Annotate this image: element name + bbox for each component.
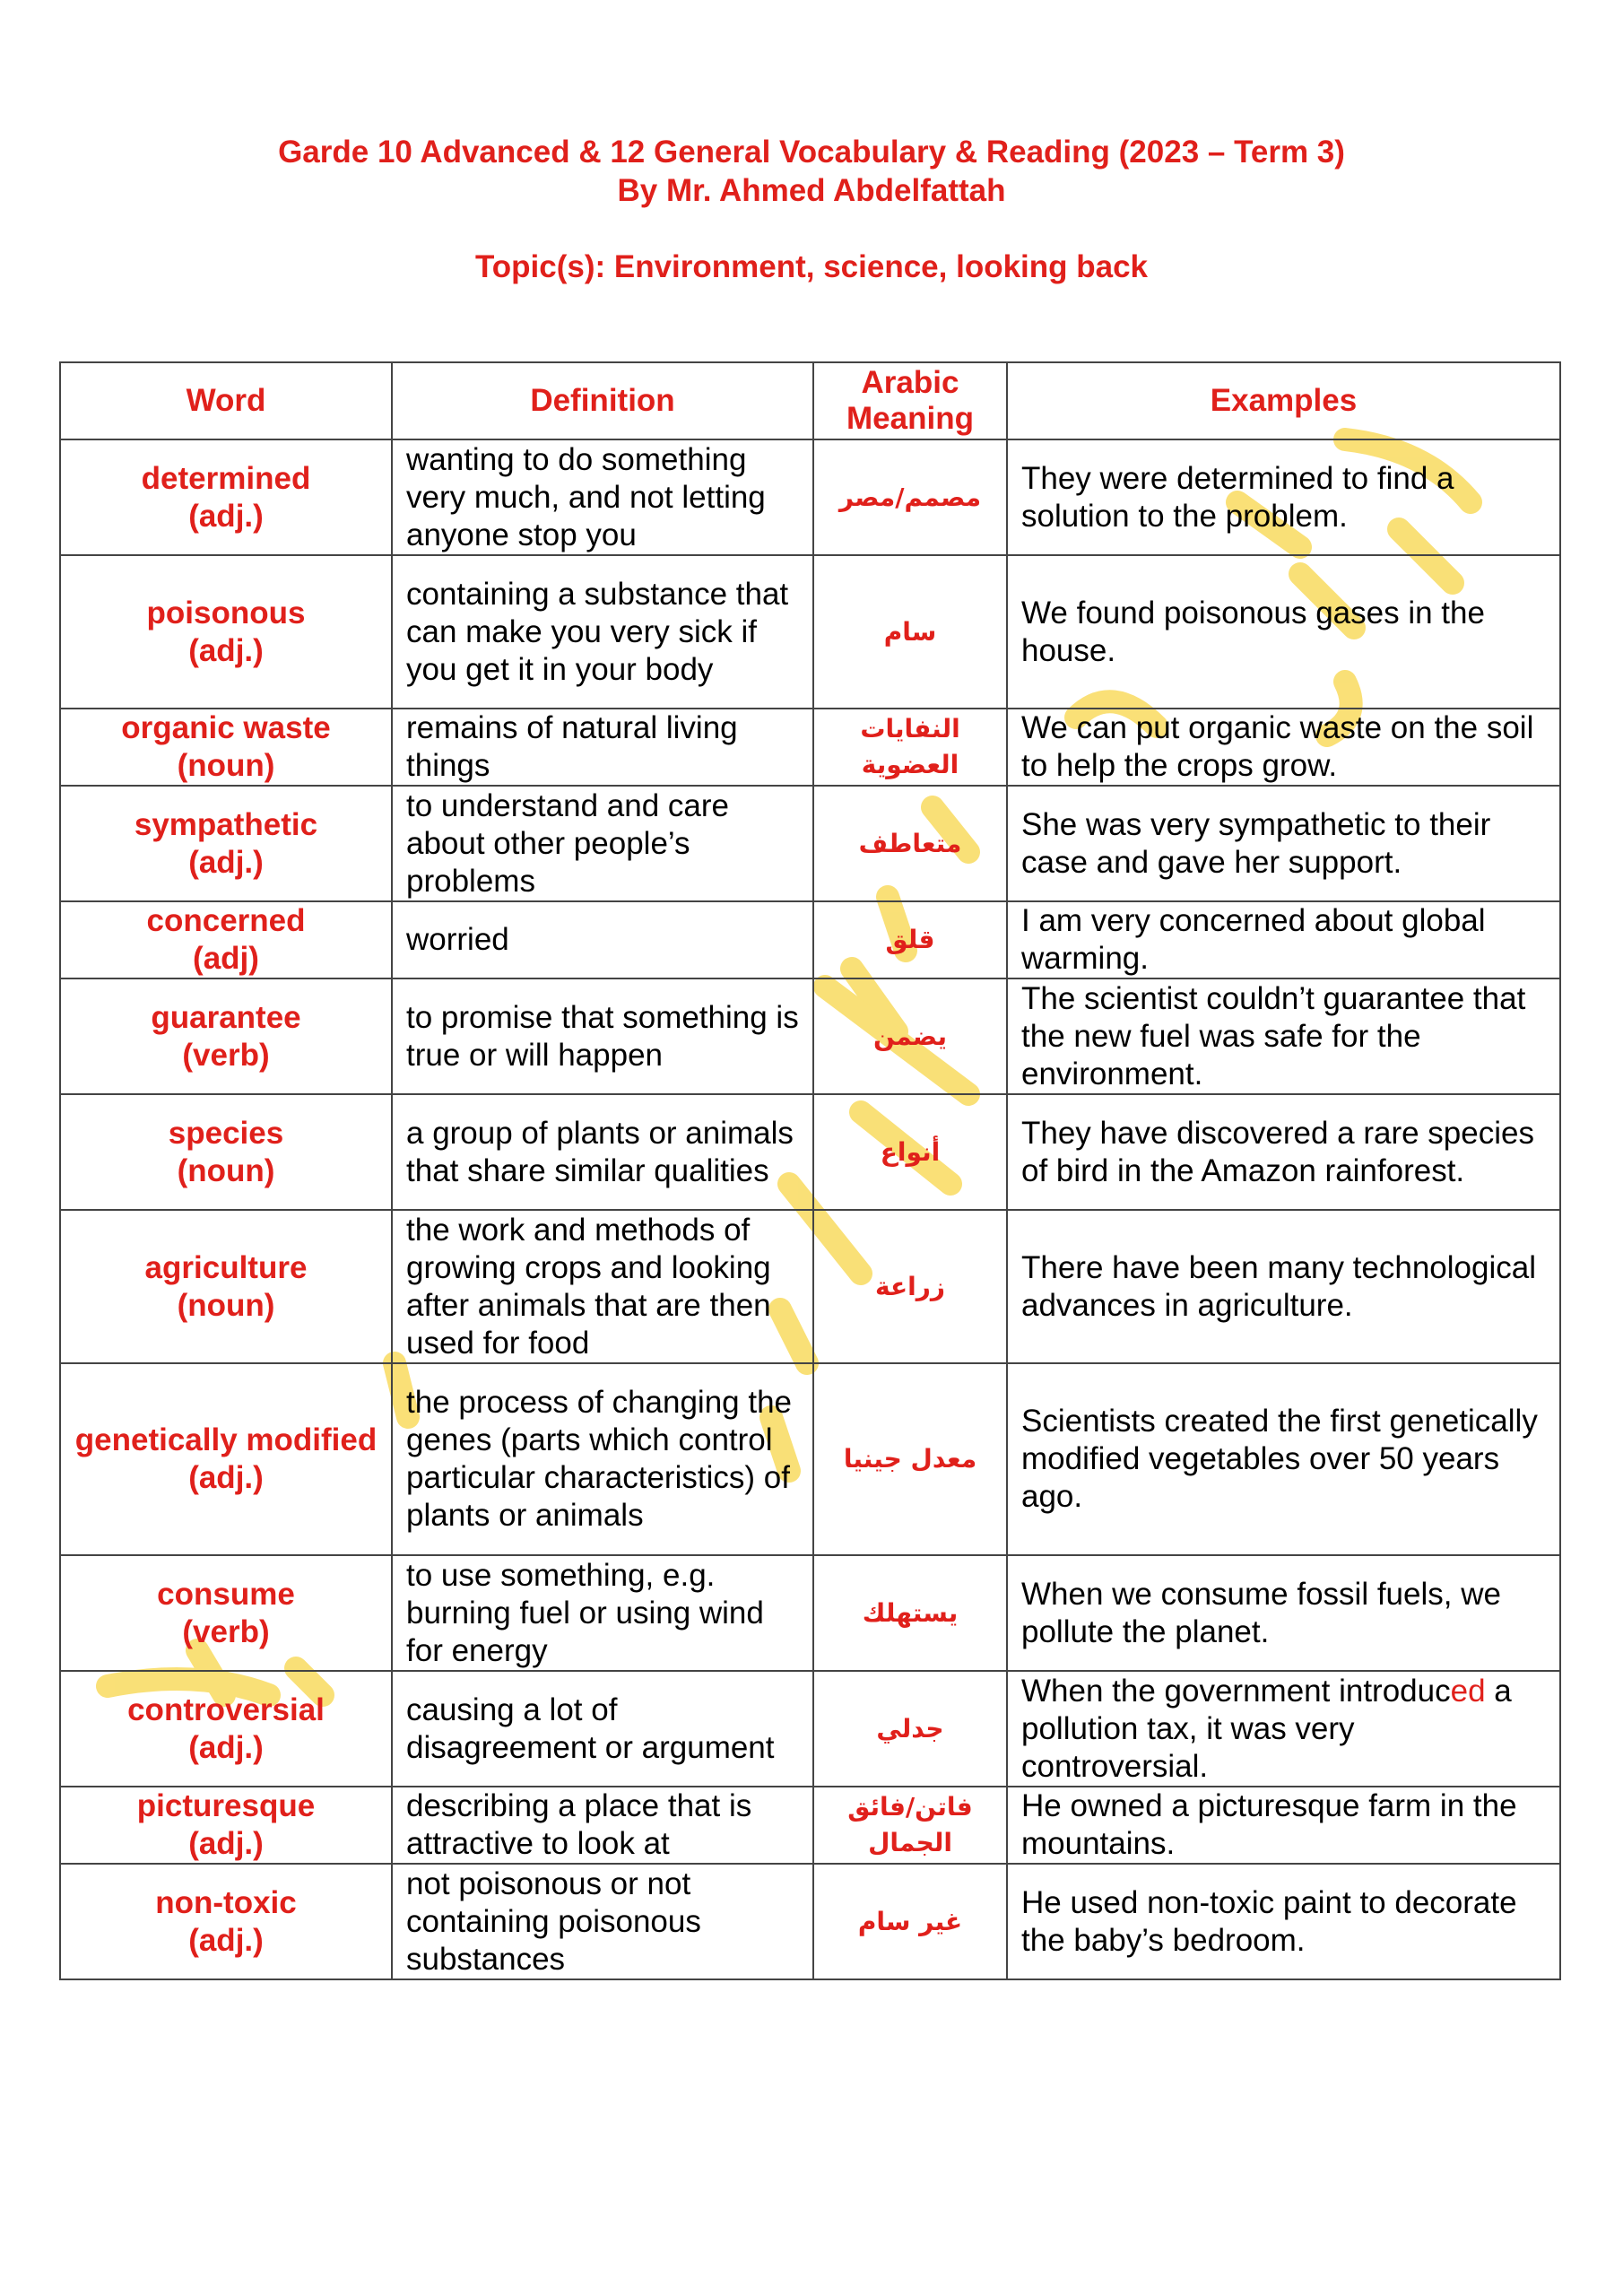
example-cell: When we consume fossil fuels, we pollute the planet. <box>1007 1555 1560 1671</box>
example-cell: He used non-toxic paint to decorate the baby’s bedroom. <box>1007 1864 1560 1979</box>
word-text: controversial <box>127 1692 325 1727</box>
table-row <box>60 1864 1560 1979</box>
word-text: sympathetic <box>134 806 318 842</box>
part-of-speech: (adj.) <box>188 1922 264 1958</box>
definition-cell: to promise that something is true or will happen <box>392 978 813 1094</box>
example-cell: We found poisonous gases in the house. <box>1007 555 1560 709</box>
word-cell <box>60 439 392 555</box>
part-of-speech: (adj.) <box>188 498 264 534</box>
word-cell <box>60 1094 392 1210</box>
example-cell: She was very sympathetic to their case and gave her support. <box>1007 786 1560 901</box>
example-cell: I am very concerned about global warming. <box>1007 901 1560 978</box>
column-header-definition: Definition <box>392 362 813 439</box>
arabic-meaning-cell: يستهلك <box>813 1555 1007 1671</box>
table-row <box>60 1094 1560 1210</box>
example-cell: They have discovered a rare species of bird in the Amazon rainforest. <box>1007 1094 1560 1210</box>
column-header-examples: Examples <box>1007 362 1560 439</box>
arabic-meaning-cell: سام <box>813 555 1007 709</box>
table-header-row <box>60 362 1560 439</box>
definition-cell: describing a place that is attractive to look at <box>392 1787 813 1864</box>
arabic-meaning-cell: مصمم/مصر <box>813 439 1007 555</box>
part-of-speech: (adj.) <box>188 632 264 668</box>
arabic-meaning-cell: معدل جينيا <box>813 1363 1007 1555</box>
document-author: By Mr. Ahmed Abdelfattah <box>617 173 1006 208</box>
arabic-meaning-cell: متعاطف <box>813 786 1007 901</box>
table-row <box>60 709 1560 786</box>
word-cell <box>60 1864 392 1979</box>
document-title: Garde 10 Advanced & 12 General Vocabulary & Reading (2023 – Term 3) <box>278 135 1345 170</box>
arabic-meaning-cell: غير سام <box>813 1864 1007 1979</box>
part-of-speech: (adj.) <box>188 1826 264 1861</box>
part-of-speech: (noun) <box>177 1152 275 1188</box>
part-of-speech: (noun) <box>177 1287 275 1323</box>
example-cell: There have been many technological advances in agriculture. <box>1007 1210 1560 1363</box>
table-row <box>60 901 1560 978</box>
word-cell <box>60 1363 392 1555</box>
word-cell <box>60 901 392 978</box>
word-text: poisonous <box>146 595 306 631</box>
table-row <box>60 1787 1560 1864</box>
table-row <box>60 439 1560 555</box>
column-header-arabic-meaning: Arabic Meaning <box>813 362 1007 439</box>
part-of-speech: (adj.) <box>188 1460 264 1495</box>
part-of-speech: (noun) <box>177 748 275 783</box>
word-text: agriculture <box>144 1249 308 1285</box>
part-of-speech: (verb) <box>182 1613 270 1649</box>
word-text: genetically modified <box>74 1422 378 1457</box>
definition-cell: remains of natural living things <box>392 709 813 786</box>
part-of-speech: (adj.) <box>188 844 264 880</box>
arabic-meaning-cell: قلق <box>813 901 1007 978</box>
word-text: non-toxic <box>155 1884 297 1920</box>
arabic-meaning-cell: النفايات العضوية <box>813 709 1007 786</box>
example-text-highlight: ed <box>1450 1673 1486 1709</box>
arabic-meaning-cell: زراعة <box>813 1210 1007 1363</box>
example-cell: The scientist couldn’t guarantee that the new fuel was safe for the environment. <box>1007 978 1560 1094</box>
word-text: concerned <box>146 903 306 938</box>
arabic-meaning-cell: جدلي <box>813 1671 1007 1787</box>
definition-cell: wanting to do something very much, and not letting anyone stop you <box>392 439 813 555</box>
definition-cell: a group of plants or animals that share similar qualities <box>392 1094 813 1210</box>
column-header-word: Word <box>60 362 392 439</box>
word-cell <box>60 786 392 901</box>
arabic-meaning-cell: فاتن/فائق الجمال <box>813 1787 1007 1864</box>
table-row <box>60 786 1560 901</box>
word-text: determined <box>141 460 311 496</box>
table-row <box>60 1363 1560 1555</box>
table-row <box>60 555 1560 709</box>
word-text: guarantee <box>151 999 301 1035</box>
word-cell <box>60 1210 392 1363</box>
table-row <box>60 978 1560 1094</box>
word-text: species <box>168 1115 284 1151</box>
arabic-meaning-cell: أنواع <box>813 1094 1007 1210</box>
word-cell <box>60 1671 392 1787</box>
example-text-part: When the government introduc <box>1021 1673 1451 1709</box>
example-text-part: a pollution tax, it was very controversial. <box>1021 1673 1512 1784</box>
example-cell: We can put organic waste on the soil to help the crops grow. <box>1007 709 1560 786</box>
example-cell: Scientists created the first genetically modified vegetables over 50 years ago. <box>1007 1363 1560 1555</box>
definition-cell: to use something, e.g. burning fuel or using wind for energy <box>392 1555 813 1671</box>
definition-cell: causing a lot of disagreement or argument <box>392 1671 813 1787</box>
word-cell <box>60 1787 392 1864</box>
definition-cell: worried <box>392 901 813 978</box>
vocabulary-table <box>59 361 1561 1980</box>
part-of-speech: (adj.) <box>188 1729 264 1765</box>
word-text: consume <box>157 1576 295 1612</box>
word-text: organic waste <box>121 710 331 745</box>
table-row <box>60 1671 1560 1787</box>
document-topics: Topic(s): Environment, science, looking back <box>474 249 1149 284</box>
definition-cell: containing a substance that can make you very sick if you get it in your body <box>392 555 813 709</box>
word-cell <box>60 555 392 709</box>
word-cell <box>60 1555 392 1671</box>
table-row <box>60 1555 1560 1671</box>
document-header <box>0 133 1623 286</box>
word-text: picturesque <box>136 1788 316 1823</box>
word-cell <box>60 709 392 786</box>
definition-cell: to understand and care about other people’s problems <box>392 786 813 901</box>
definition-cell: the work and methods of growing crops and looking after animals that are then used for food <box>392 1210 813 1363</box>
example-cell: He owned a picturesque farm in the mountains. <box>1007 1787 1560 1864</box>
part-of-speech: (verb) <box>182 1037 270 1073</box>
part-of-speech: (adj) <box>193 941 259 976</box>
arabic-meaning-cell: يضمن <box>813 978 1007 1094</box>
word-cell <box>60 978 392 1094</box>
example-cell <box>1007 1671 1560 1787</box>
table-row <box>60 1210 1560 1363</box>
example-cell: They were determined to find a solution to the problem. <box>1007 439 1560 555</box>
definition-cell: the process of changing the genes (parts which control particular characteristics) of plants or animals <box>392 1363 813 1555</box>
definition-cell: not poisonous or not containing poisonous substances <box>392 1864 813 1979</box>
